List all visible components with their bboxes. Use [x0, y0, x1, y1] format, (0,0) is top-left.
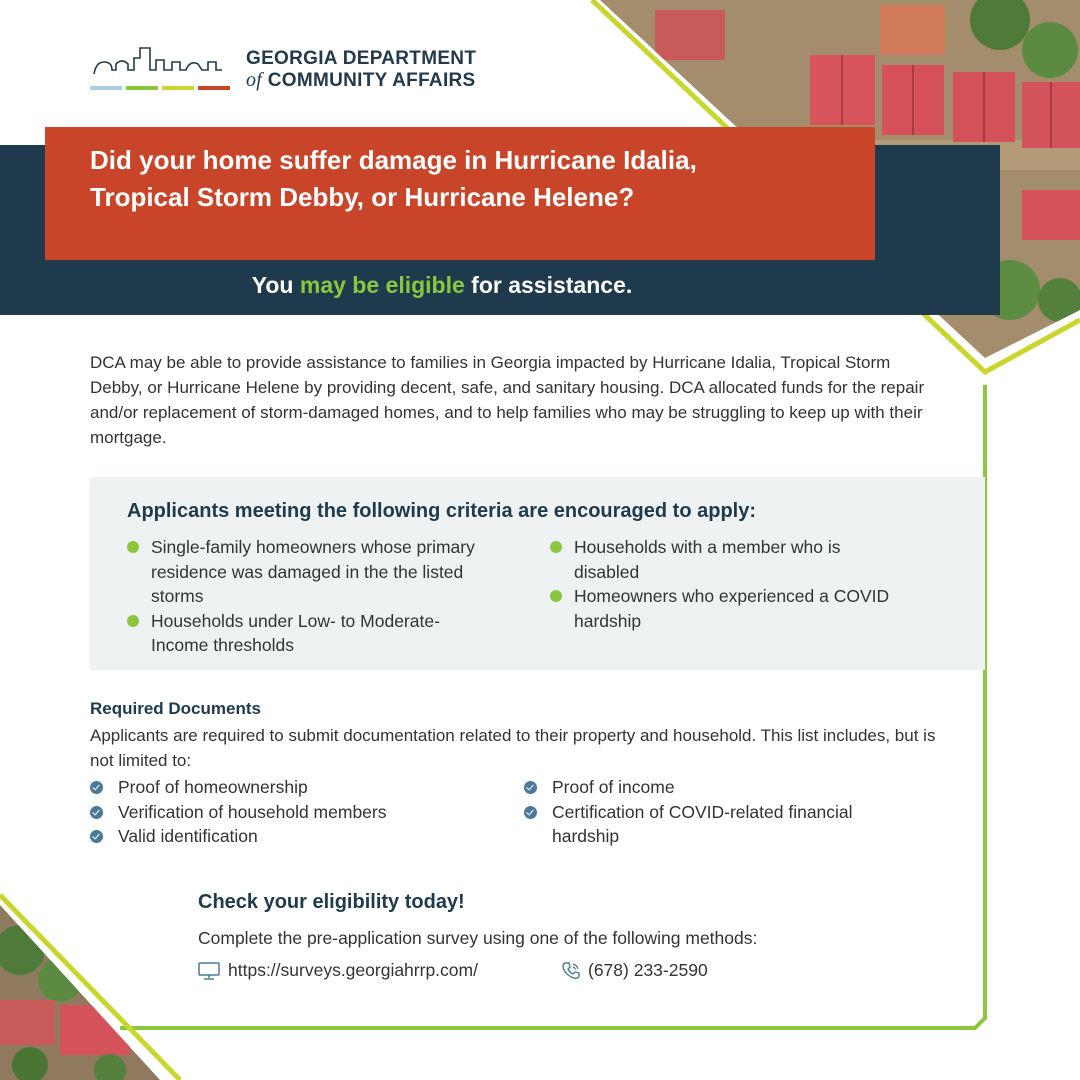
list-item: Households under Low- to Moderate-Income thresholds — [127, 609, 497, 658]
list-item: Proof of homeownership — [90, 775, 490, 800]
criteria-list-left — [127, 535, 497, 658]
list-item: Households with a member who is disabled — [550, 535, 910, 584]
documents-list-left — [90, 775, 490, 849]
logo-text-community-affairs: COMMUNITY AFFAIRS — [267, 70, 476, 91]
check-circle-icon — [524, 806, 537, 819]
criteria-list-right — [550, 535, 910, 633]
bullet-dot-icon — [550, 541, 562, 553]
computer-monitor-icon — [198, 962, 220, 980]
phone-icon — [562, 962, 580, 980]
list-item: Homeowners who experienced a COVID hardship — [550, 584, 910, 633]
phone-number[interactable]: (678) 233-2590 — [588, 960, 708, 980]
logo-text-of: of — [246, 69, 263, 91]
cta-description: Complete the pre-application survey using one of the following methods: — [198, 928, 758, 948]
headline: Did your home suffer damage in Hurricane Idalia, Tropical Storm Debby, or Hurricane Helene? — [90, 145, 697, 212]
cta-title: Check your eligibility today! — [198, 891, 465, 913]
documents-description: Applicants are required to submit documentation related to their property and household. This list includes, but is not limited to: — [90, 726, 936, 770]
bullet-dot-icon — [127, 541, 139, 553]
logo-text-line1: GEORGIA DEPARTMENT — [246, 48, 477, 69]
check-circle-icon — [90, 806, 103, 819]
check-circle-icon — [90, 830, 103, 843]
documents-list-right — [524, 775, 924, 849]
check-circle-icon — [524, 781, 537, 794]
subhead-post: for assistance. — [464, 272, 633, 298]
bullet-dot-icon — [127, 615, 139, 627]
list-item: Verification of household members — [90, 800, 490, 825]
dca-logo-skyline-icon — [90, 40, 230, 96]
list-item: Certification of COVID-related financial hardship — [524, 800, 924, 849]
survey-url[interactable]: https://surveys.georgiahrrp.com/ — [228, 960, 478, 980]
list-item: Proof of income — [524, 775, 924, 800]
documents-title: Required Documents — [90, 699, 261, 718]
subhead-pre: You — [251, 272, 300, 298]
intro-paragraph: DCA may be able to provide assistance to families in Georgia impacted by Hurricane Idalia, Tropical Storm Debby, or Hurricane Helene by providing decent, safe, and sanitary housing. DCA allocated funds for the repair and/or replacement of storm-damaged homes, and to help families who may be struggling to keep up with their mortgage. — [90, 353, 925, 447]
survey-link[interactable] — [198, 960, 478, 981]
phone-link[interactable] — [562, 960, 708, 981]
logo-text-line2 — [246, 69, 476, 92]
criteria-title: Applicants meeting the following criteria are encouraged to apply: — [127, 500, 756, 522]
list-item: Valid identification — [90, 824, 490, 849]
list-item: Single-family homeowners whose primary residence was damaged in the the listed storms — [127, 535, 497, 609]
bullet-dot-icon — [550, 590, 562, 602]
eligibility-subhead — [0, 272, 884, 299]
subhead-highlight: may be eligible — [299, 272, 465, 298]
check-circle-icon — [90, 781, 103, 794]
